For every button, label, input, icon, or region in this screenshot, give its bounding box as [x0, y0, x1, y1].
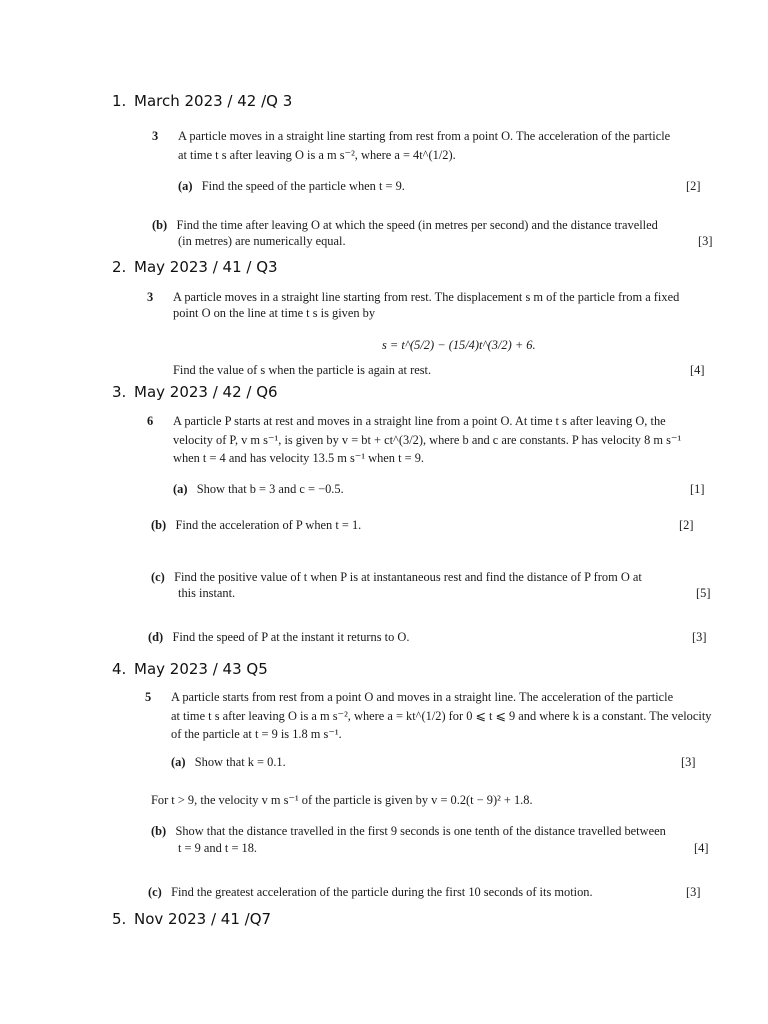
heading-text: Nov 2023 / 41 /Q7	[134, 910, 272, 928]
marks: [4]	[694, 841, 709, 855]
question-text-line: velocity of P, v m s⁻¹, is given by v = bt + ct^(3/2), where b and c are constants. P has velocity 8 m s⁻¹	[173, 433, 682, 447]
part-a	[178, 178, 405, 194]
question-text-line: For t > 9, the velocity v m s⁻¹ of the particle is given by v = 0.2(t − 9)² + 1.8.	[151, 793, 533, 807]
marks: [3]	[698, 234, 713, 248]
part-text-line: (in metres) are numerically equal.	[178, 234, 346, 248]
question-heading-1	[112, 92, 292, 110]
part-d	[148, 629, 409, 645]
question-text-line: at time t s after leaving O is a m s⁻², where a = kt^(1/2) for 0 ⩽ t ⩽ 9 and where k is a constant. The velocity	[171, 709, 712, 723]
part-label: (a)	[173, 482, 188, 496]
question-text-line: A particle moves in a straight line starting from rest. The displacement s m of the particle from a fixed	[173, 290, 680, 304]
part-c	[151, 569, 642, 585]
part-label: (b)	[152, 218, 168, 232]
question-number: 3	[147, 290, 154, 304]
question-text-line: point O on the line at time t s is given by	[173, 306, 376, 320]
heading-text: May 2023 / 41 / Q3	[134, 258, 278, 276]
part-label: (a)	[171, 755, 186, 769]
heading-number: 2.	[112, 258, 127, 276]
question-text-line: A particle starts from rest from a point O and moves in a straight line. The acceleration of the particle	[171, 690, 674, 704]
question-text-line: Find the value of s when the particle is again at rest.	[173, 363, 432, 377]
question-number: 3	[152, 129, 159, 143]
question-number: 5	[145, 690, 152, 704]
marks: [3]	[681, 755, 696, 769]
question-number: 6	[147, 414, 154, 428]
part-label: (c)	[148, 885, 162, 899]
part-label: (b)	[151, 824, 167, 838]
part-text-line: this instant.	[178, 586, 236, 600]
part-c	[148, 884, 593, 900]
part-text: Find the time after leaving O at which the speed (in metres per second) and the distance travelled	[176, 218, 658, 232]
question-heading-5	[112, 910, 271, 928]
heading-text: May 2023 / 42 / Q6	[134, 383, 278, 401]
marks: [2]	[679, 518, 694, 532]
marks: [3]	[686, 885, 701, 899]
question-heading-3	[112, 383, 278, 401]
heading-number: 5.	[112, 910, 127, 928]
part-text-line: t = 9 and t = 18.	[178, 841, 258, 855]
displacement-formula: s = t^(5/2) − (15/4)t^(3/2) + 6.	[382, 338, 536, 352]
part-label: (b)	[151, 518, 167, 532]
part-text: Find the positive value of t when P is at instantaneous rest and find the distance of P from O at	[174, 570, 642, 584]
part-text: Show that b = 3 and c = −0.5.	[196, 482, 344, 496]
question-text-line: when t = 4 and has velocity 13.5 m s⁻¹ when t = 9.	[173, 451, 425, 465]
part-text: Show that k = 0.1.	[194, 755, 286, 769]
part-b	[152, 217, 658, 233]
part-b	[151, 823, 666, 839]
part-label: (c)	[151, 570, 165, 584]
part-b	[151, 517, 361, 533]
part-a	[171, 754, 286, 770]
question-heading-2	[112, 258, 278, 276]
part-a	[173, 481, 344, 497]
part-text: Find the speed of P at the instant it returns to O.	[172, 630, 410, 644]
question-text-line: A particle moves in a straight line starting from rest from a point O. The acceleration of the particle	[178, 129, 671, 143]
part-text: Show that the distance travelled in the first 9 seconds is one tenth of the distance travelled between	[175, 824, 666, 838]
marks: [2]	[686, 179, 701, 193]
marks: [5]	[696, 586, 711, 600]
question-heading-4	[112, 660, 268, 678]
marks: [1]	[690, 482, 705, 496]
part-text: Find the greatest acceleration of the particle during the first 10 seconds of its motion.	[171, 885, 593, 899]
question-text-line: A particle P starts at rest and moves in a straight line from a point O. At time t s after leaving O, the	[173, 414, 666, 428]
part-text: Find the acceleration of P when t = 1.	[175, 518, 362, 532]
heading-number: 3.	[112, 383, 127, 401]
heading-text: May 2023 / 43 Q5	[134, 660, 268, 678]
part-text: Find the speed of the particle when t = 9.	[201, 179, 405, 193]
heading-text: March 2023 / 42 /Q 3	[134, 92, 293, 110]
heading-number: 4.	[112, 660, 127, 678]
question-text-line: at time t s after leaving O is a m s⁻², where a = 4t^(1/2).	[178, 148, 456, 162]
marks: [3]	[692, 630, 707, 644]
part-label: (d)	[148, 630, 164, 644]
marks: [4]	[690, 363, 705, 377]
heading-number: 1.	[112, 92, 127, 110]
question-text-line: of the particle at t = 9 is 1.8 m s⁻¹.	[171, 727, 342, 741]
part-label: (a)	[178, 179, 193, 193]
